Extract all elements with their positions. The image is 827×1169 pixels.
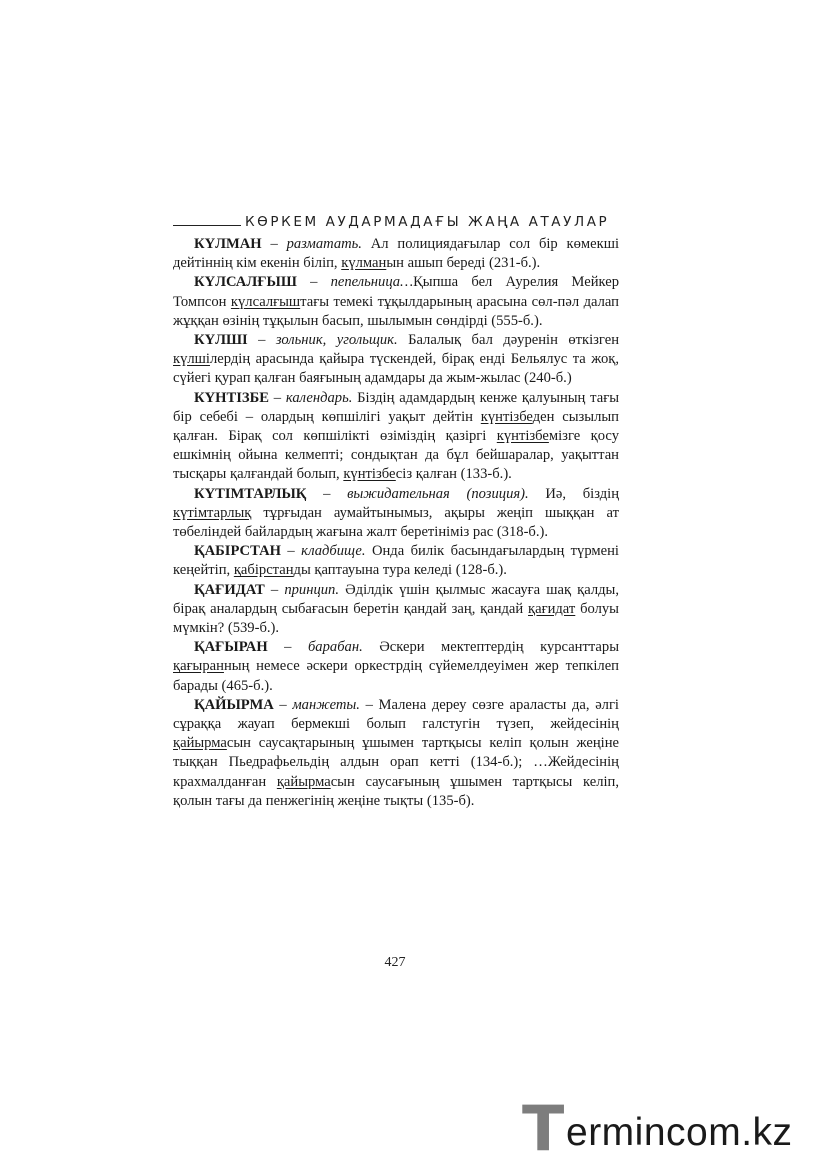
logo-text: ermincom.kz	[566, 1111, 793, 1154]
underlined-term: күлші	[173, 351, 210, 368]
running-header	[173, 208, 619, 230]
russian-equivalent: календарь.	[285, 389, 353, 406]
dictionary-entry: ҚАБІРСТАН – кладбище. Онда билік басындағылардың түрмені кеңейтіп, қабірстанды қаптауына тура келеді (128-б.).	[173, 543, 619, 579]
underlined-term: қағыран	[173, 658, 224, 675]
entry-term: КҮТІМТАРЛЫҚ	[194, 485, 307, 502]
entry-term: КҮНТІЗБЕ	[194, 389, 269, 406]
page-number: 427	[384, 955, 406, 970]
underlined-term: күнтізбе	[480, 408, 533, 425]
underlined-term: қайырма	[276, 773, 331, 790]
dictionary-entry: ҚАЙЫРМА – манжеты. – Малена дереу сөзге араласты да, әлгі сұраққа жауап бермекші болып галстугін түзеп, жейдесінің қайырмасын саусақтарының ұшымен тартқысы келіп қолын жеңіне тыққан Пьедрафьельдің алдын орап кетті (134-б.); …Жейдесінің крахмалданған қайырмасын саусағының ұшымен тартқысы келіп, қолын тағы да пенжегінің жеңіне тықты (135-б).	[173, 696, 619, 809]
entry-term: ҚАБІРСТАН	[194, 543, 281, 560]
russian-equivalent: разматать.	[286, 236, 362, 252]
dictionary-entry: ҚАҒЫРАН – барабан. Әскери мектептердің курсанттары қағыранның немесе әскери оркестрдің сүйемелдеуімен жер тепкілеп барады (465-б.).	[173, 639, 619, 694]
dictionary-entry: КҮЛСАЛҒЫШ – пепельница…Қыпша бел Аурелия Мейкер Томпсон күлсалғыштағы темекі тұқылдарының арасына сөл-пәл далап жұққан өзінің тұқылын басып, шылымын сөндірді (555-б.).	[173, 274, 620, 329]
russian-equivalent: зольник, угольщик.	[275, 332, 398, 349]
dictionary-entry: КҮТІМТАРЛЫҚ – выжидательная (позиция). Иә, біздің күтімтарлық тұрғыдан аумайтынымыз, ақыры жеңіп шыққан ат төбеліндей байлардың жағына жалт беретініміз рас (318-б.).	[173, 485, 620, 541]
entry-term: ҚАҒИДАТ	[194, 581, 265, 598]
underlined-term: күнтізбе	[343, 466, 396, 483]
underlined-term: күнтізбе	[496, 428, 549, 445]
russian-equivalent: манжеты.	[292, 696, 360, 713]
header-title: КӨРКЕМ АУДАРМАДАҒЫ ЖАҢА АТАУЛАР	[245, 214, 610, 230]
entry-term: КҮЛМАН	[194, 236, 262, 252]
header-rule	[173, 225, 241, 226]
logo-initial: T	[522, 1092, 565, 1165]
underlined-term: қағидат	[528, 600, 576, 617]
entry-term: КҮЛШІ	[194, 332, 248, 349]
underlined-term: күлман	[341, 255, 387, 272]
russian-equivalent: принцип.	[284, 581, 339, 598]
dictionary-entry: КҮЛМАН – разматать. Ал полициядағылар сол бір көмекші дейтіннің кім екенін біліп, күлманын ашып береді (231-б.).	[173, 236, 620, 272]
dictionary-entry: КҮНТІЗБЕ – календарь. Біздің адамдардың кенже қалуының тағы бір себебі – олардың көпшілігі уақыт дейтін күнтізбеден сызылып қалған. Бірақ сол көпшілікті өзіміздің қазіргі күнтізбемізге қосу ешкімнің ойына келмепті; сондықтан да бұл бейшаралар, уақыттан тысқары қалғандай болып, күнтізбесіз қалған (133-б.).	[173, 389, 619, 483]
dictionary-entries	[173, 235, 619, 811]
underlined-term: қайырма	[173, 735, 227, 752]
underlined-term: күтімтарлық	[173, 504, 252, 521]
entry-term: ҚАҒЫРАН	[194, 639, 268, 656]
dictionary-entry: КҮЛШІ – зольник, угольщик. Балалық бал дәуренін өткізген күлшілердің арасында қайыра түскендей, бірақ енді Бельялус та жоқ, сүйегі қурап қалған баяғының адамдары да жым-жылас (240-б.)	[173, 332, 620, 387]
underlined-term: қабірстан	[233, 562, 294, 579]
russian-equivalent: кладбище.	[301, 543, 366, 560]
russian-equivalent: пепельница…	[330, 274, 414, 291]
termincom-logo	[522, 1092, 812, 1165]
russian-equivalent: барабан.	[307, 639, 363, 656]
dictionary-entry: ҚАҒИДАТ – принцип. Әділдік үшін қылмыс жасауға шақ қалды, бірақ аналардың сыбағасын беретін қандай заң, қандай қағидат болуы мүмкін? (539-б.).	[173, 581, 620, 637]
russian-equivalent: выжидательная (позиция).	[347, 485, 529, 502]
entry-term: КҮЛСАЛҒЫШ	[194, 274, 297, 291]
underlined-term: күлсалғыш	[230, 293, 301, 310]
entry-term: ҚАЙЫРМА	[194, 696, 274, 713]
